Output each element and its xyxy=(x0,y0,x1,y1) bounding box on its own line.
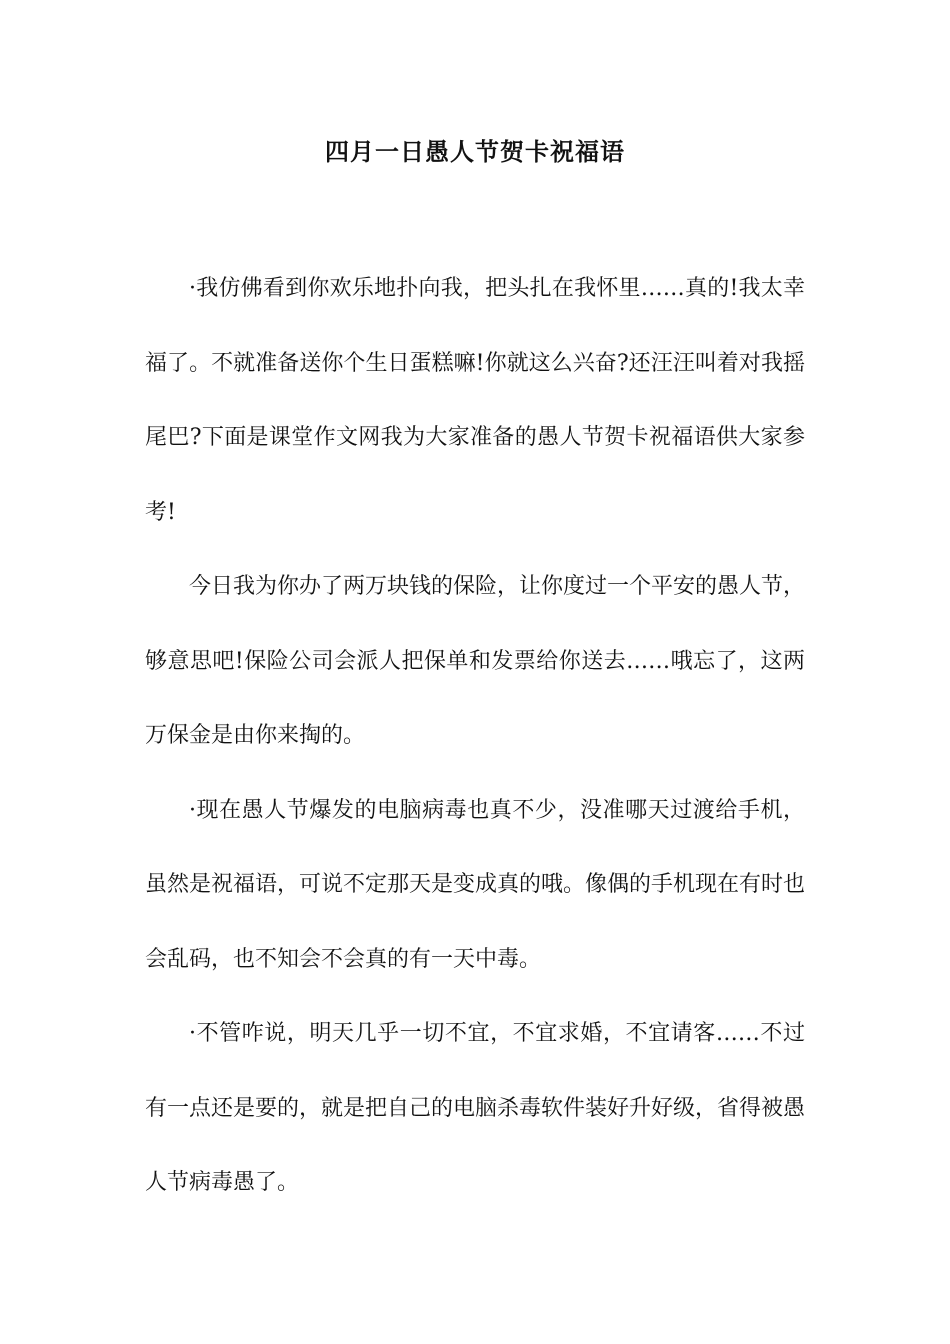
paragraph-4: ·不管咋说，明天几乎一切不宜，不宜求婚，不宜请客……不过有一点还是要的，就是把自己的电脑杀毒软件装好升好级，省得被愚人节病毒愚了。 xyxy=(145,1021,806,1195)
document-title: 四月一日愚人节贺卡祝福语 xyxy=(325,137,625,166)
paragraph-3: ·现在愚人节爆发的电脑病毒也真不少，没准哪天过渡给手机，虽然是祝福语，可说不定那天是变成真的哦。像偶的手机现在有时也会乱码，也不知会不会真的有一天中毒。 xyxy=(145,797,806,972)
document-body xyxy=(145,252,805,1221)
paragraph-1: ·我仿佛看到你欢乐地扑向我，把头扎在我怀里……真的!我太幸福了。不就准备送你个生日蛋糕嘛!你就这么兴奋?还汪汪叫着对我摇尾巴?下面是课堂作文网我为大家准备的愚人节贺卡祝福语供大家参考! xyxy=(145,276,805,525)
paragraph-2: 今日我为你办了两万块钱的保险，让你度过一个平安的愚人节，够意思吧!保险公司会派人把保单和发票给你送去……哦忘了，这两万保金是由你来掏的。 xyxy=(145,574,806,748)
